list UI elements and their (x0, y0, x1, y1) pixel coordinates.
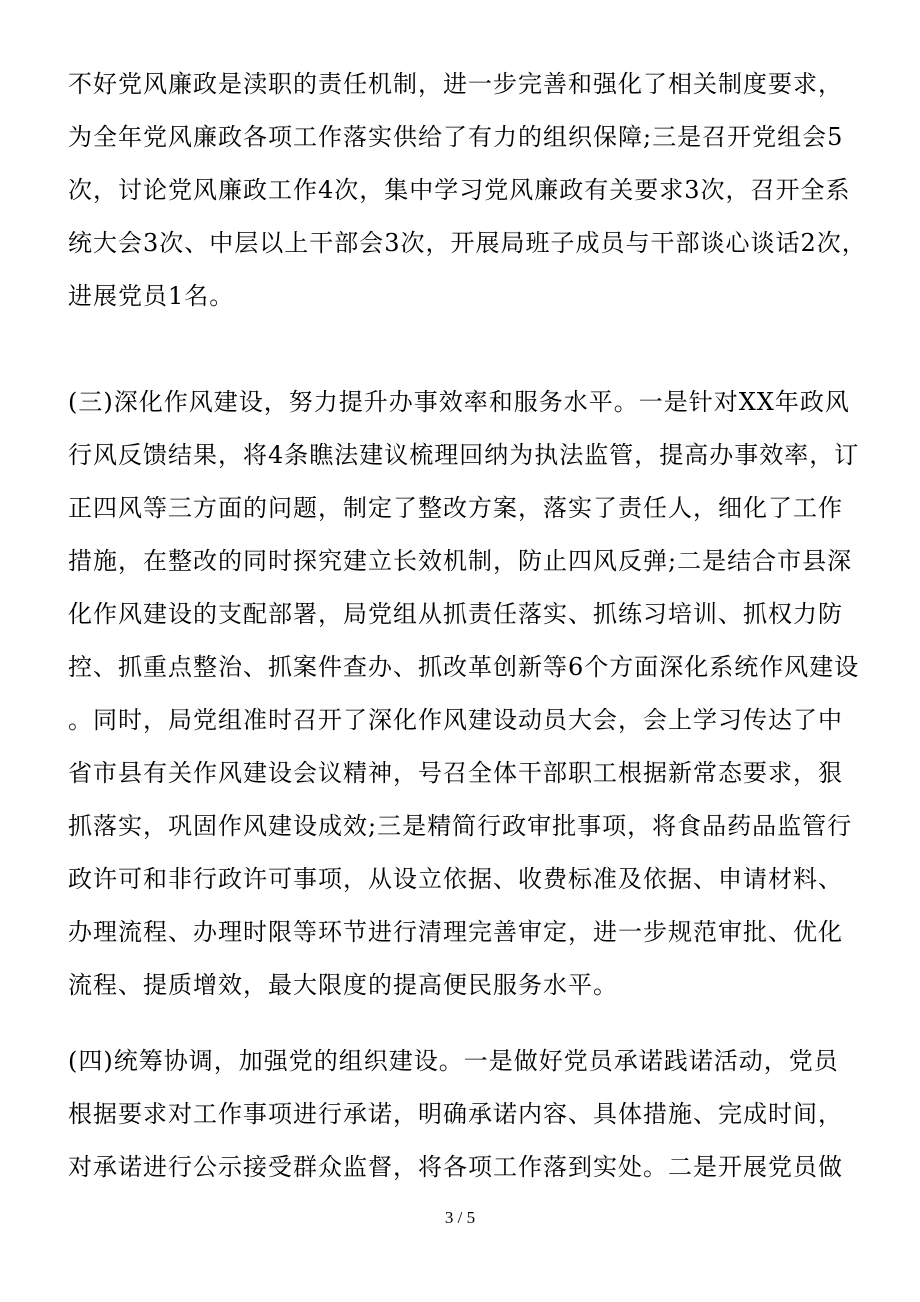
text-line: 为全年党风廉政各项工作落实供给了有力的组织保障;三是召开党组会5 (68, 123, 844, 151)
text-line: 不好党风廉政是渎职的责任机制，进一步完善和强化了相关制度要求， (68, 70, 843, 98)
text-line: 流程、提质增效，最大限度的提高便民服务水平。 (68, 971, 618, 999)
text-line: 对承诺进行公示接受群众监督，将各项工作落到实处。二是开展党员做 (68, 1153, 843, 1181)
text-line: 控、抓重点整治、抓案件查办、抓改革创新等6个方面深化系统作风建设 (68, 653, 860, 681)
text-line: 正四风等三方面的问题，制定了整改方案，落实了责任人，细化了工作 (68, 494, 843, 522)
text-line: 统大会3次、中层以上干部会3次，开展局班子成员与干部谈心谈话2次， (68, 229, 867, 257)
text-line: 办理流程、办理时限等环节进行清理完善审定，进一步规范审批、优化 (68, 918, 843, 946)
text-line: 进展党员1名。 (68, 282, 235, 310)
text-line: (四)统筹协调，加强党的组织建设。一是做好党员承诺践诺活动，党员 (68, 1047, 839, 1075)
text-line: 措施，在整改的同时探究建立长效机制，防止四风反弹;二是结合市县深 (68, 547, 853, 575)
page-number: 3 / 5 (444, 1208, 476, 1227)
text-line: 省市县有关作风建设会议精神，号召全体干部职工根据新常态要求，狠 (68, 759, 843, 787)
text-line: 行风反馈结果，将4条瞧法建议梳理回纳为执法监管，提高办事效率，订 (68, 441, 860, 469)
text-line: (三)深化作风建设，努力提升办事效率和服务水平。一是针对XX年政风 (68, 388, 850, 416)
text-line: 。同时，局党组准时召开了深化作风建设动员大会，会上学习传达了中 (68, 706, 843, 734)
text-line: 根据要求对工作事项进行承诺，明确承诺内容、具体措施、完成时间， (68, 1100, 843, 1128)
text-line: 抓落实，巩固作风建设成效;三是精简行政审批事项，将食品药品监管行 (68, 812, 853, 840)
text-line: 次，讨论党风廉政工作4次，集中学习党风廉政有关要求3次，召开全系 (68, 176, 851, 204)
text-line: 化作风建设的支配部署，局党组从抓责任落实、抓练习培训、抓权力防 (68, 600, 843, 628)
text-line: 政许可和非行政许可事项，从设立依据、收费标准及依据、申请材料、 (68, 865, 843, 893)
